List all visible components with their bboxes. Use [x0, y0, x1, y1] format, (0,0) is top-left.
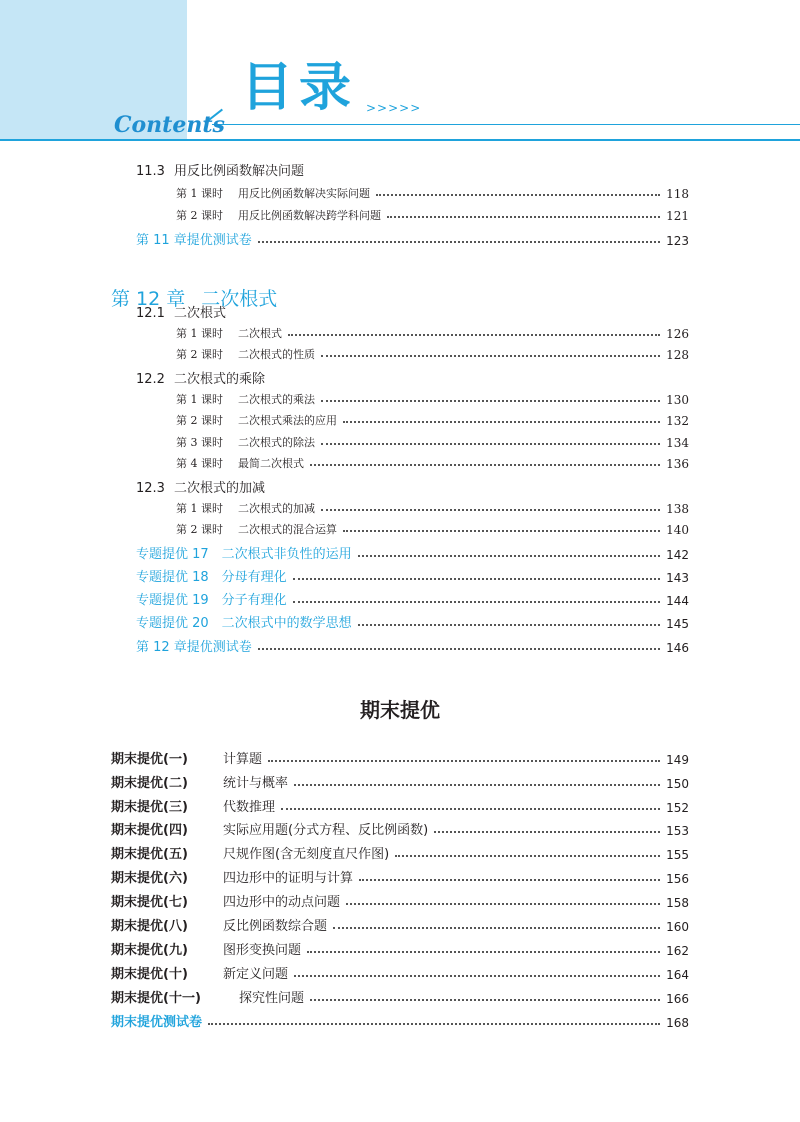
final-title-text: 尺规作图(含无刻度直尺作图): [223, 847, 390, 862]
page-number: 166: [666, 992, 689, 1006]
leader-dots: [208, 1022, 660, 1025]
final-entry: [111, 819, 689, 838]
toc-entry: [176, 325, 689, 341]
final-title-text: 四边形中的证明与计算: [223, 871, 354, 886]
toc-entry: [176, 391, 689, 407]
final-label: 期末提优(七): [111, 895, 188, 910]
final-title-text: 反比例函数综合题: [223, 919, 328, 934]
section-number: 12.1: [136, 306, 165, 321]
leader-dots: [346, 902, 660, 905]
lesson-label: 第 2 课时: [176, 209, 223, 222]
page-number: 138: [666, 502, 689, 516]
final-title-text: 代数推理: [223, 800, 276, 815]
final-label: 期末提优(十一): [111, 991, 201, 1006]
page-number: 162: [666, 944, 689, 958]
leader-dots: [358, 554, 660, 557]
toc-entry: [136, 543, 689, 562]
lesson-label: 第 4 课时: [176, 457, 223, 470]
toc-entry: [136, 368, 265, 387]
toc-entry: [176, 207, 689, 223]
final-label: 期末提优(九): [111, 943, 188, 958]
lesson-title: 二次根式乘法的应用: [238, 414, 337, 427]
blue-entry-title: 专题提优 19 分子有理化: [136, 593, 287, 608]
page-number: 121: [666, 209, 689, 223]
final-entry: [111, 1011, 689, 1030]
page-number: 168: [666, 1016, 689, 1030]
page-number: 136: [666, 457, 689, 471]
toc-entry: [136, 302, 226, 321]
page-number: 126: [666, 327, 689, 341]
final-entry: [111, 867, 689, 886]
final-entry: [111, 963, 689, 982]
page-number: 160: [666, 920, 689, 934]
final-label: 期末提优(八): [111, 919, 188, 934]
toc-entry: [176, 434, 689, 450]
lesson-title: 二次根式的性质: [238, 348, 315, 361]
toc-entry: [136, 589, 689, 608]
toc-entry: [136, 477, 265, 496]
final-label: 期末提优(六): [111, 871, 188, 886]
leader-dots: [293, 600, 660, 603]
lesson-title: 用反比例函数解决跨学科问题: [238, 209, 381, 222]
final-section-title: 期末提优: [360, 698, 440, 722]
final-entry: [111, 796, 689, 815]
leader-dots: [294, 974, 660, 977]
page-number: 144: [666, 594, 689, 608]
lesson-label: 第 1 课时: [176, 327, 223, 340]
leader-dots: [358, 623, 660, 626]
page-number: 146: [666, 641, 689, 655]
leader-dots: [359, 878, 660, 881]
final-entry: [111, 748, 689, 767]
final-label: 期末提优(三): [111, 800, 188, 815]
leader-dots: [321, 354, 660, 357]
toc-entry: [176, 521, 689, 537]
lesson-label: 第 2 课时: [176, 414, 223, 427]
lesson-title: 用反比例函数解决实际问题: [238, 187, 370, 200]
lesson-label: 第 2 课时: [176, 523, 223, 536]
page-number: 134: [666, 436, 689, 450]
leader-dots: [310, 998, 660, 1001]
page-number: 128: [666, 348, 689, 362]
leader-dots: [321, 508, 660, 511]
blue-entry-title: 第 11 章提优测试卷: [136, 233, 252, 248]
toc-entry: [136, 229, 689, 248]
leader-dots: [310, 463, 660, 466]
section-title: 二次根式的乘除: [174, 372, 266, 387]
final-title-text: 实际应用题(分式方程、反比例函数): [223, 823, 429, 838]
leader-dots: [258, 240, 660, 243]
chapter-title: 二次根式: [201, 288, 278, 310]
final-label: 期末提优(五): [111, 847, 188, 862]
page-number: 153: [666, 824, 689, 838]
final-label: 期末提优(四): [111, 823, 188, 838]
leader-dots: [376, 193, 660, 196]
page-number: 156: [666, 872, 689, 886]
leader-dots: [343, 529, 660, 532]
toc-entry: [136, 160, 304, 179]
page-number: 145: [666, 617, 689, 631]
lesson-label: 第 1 课时: [176, 393, 223, 406]
toc-entry: [176, 500, 689, 516]
leader-dots: [333, 926, 660, 929]
lesson-title: 二次根式的混合运算: [238, 523, 337, 536]
lesson-label: 第 2 课时: [176, 348, 223, 361]
lesson-title: 二次根式的加减: [238, 502, 315, 515]
leader-dots: [288, 333, 660, 336]
arrows-decoration: >>>>>: [366, 101, 422, 115]
toc-entry: [136, 566, 689, 585]
page-number: 155: [666, 848, 689, 862]
leader-dots: [395, 854, 660, 857]
leader-dots: [321, 399, 660, 402]
lesson-label: 第 1 课时: [176, 502, 223, 515]
toc-entry: [176, 412, 689, 428]
blue-entry-title: 专题提优 17 二次根式非负性的运用: [136, 547, 352, 562]
section-title: 二次根式的加减: [174, 481, 266, 496]
final-entry: [111, 772, 689, 791]
final-label: 期末提优(二): [111, 776, 188, 791]
lesson-label: 第 1 课时: [176, 187, 223, 200]
final-title-text: 新定义问题: [223, 967, 289, 982]
final-test-title: 期末提优测试卷: [111, 1015, 203, 1030]
page-title: 目录: [241, 58, 358, 118]
final-entry: [111, 891, 689, 910]
final-entry: [111, 843, 689, 862]
page-number: 130: [666, 393, 689, 407]
page-number: 132: [666, 414, 689, 428]
leader-dots: [387, 215, 660, 218]
lesson-title: 二次根式的除法: [238, 436, 315, 449]
page-number: 142: [666, 548, 689, 562]
contents-label: Contents: [114, 112, 225, 138]
page-number: 143: [666, 571, 689, 585]
toc-entry: [176, 185, 689, 201]
page-number: 140: [666, 523, 689, 537]
page-number: 118: [666, 187, 689, 201]
toc-entry: [136, 636, 689, 655]
final-title-text: 统计与概率: [223, 776, 289, 791]
final-entry: [111, 939, 689, 958]
header-rule: [0, 139, 800, 141]
page-number: 158: [666, 896, 689, 910]
section-number: 12.2: [136, 372, 165, 387]
leader-dots: [293, 577, 660, 580]
final-title-text: 四边形中的动点问题: [223, 895, 341, 910]
section-number: 11.3: [136, 164, 165, 179]
leader-dots: [294, 783, 660, 786]
final-entry: [111, 915, 689, 934]
toc-entry: [176, 346, 689, 362]
leader-dots: [258, 647, 660, 650]
final-label: 期末提优(一): [111, 752, 188, 767]
page-number: 150: [666, 777, 689, 791]
lesson-title: 二次根式的乘法: [238, 393, 315, 406]
blue-entry-title: 第 12 章提优测试卷: [136, 640, 252, 655]
chapter-number: 第 12 章: [111, 288, 186, 310]
toc-entry: [176, 455, 689, 471]
final-title-text: 图形变换问题: [223, 943, 302, 958]
leader-dots: [281, 807, 660, 810]
section-title: 二次根式: [174, 306, 227, 321]
toc-entry: [136, 612, 689, 631]
leader-dots: [321, 442, 660, 445]
page-number: 164: [666, 968, 689, 982]
page-number: 123: [666, 234, 689, 248]
leader-dots: [268, 759, 660, 762]
page-number: 152: [666, 801, 689, 815]
final-entry: [111, 987, 689, 1006]
leader-dots: [343, 420, 660, 423]
section-title: 用反比例函数解决问题: [174, 164, 305, 179]
header-rule-top: [212, 124, 800, 125]
lesson-label: 第 3 课时: [176, 436, 223, 449]
blue-entry-title: 专题提优 20 二次根式中的数学思想: [136, 616, 352, 631]
section-number: 12.3: [136, 481, 165, 496]
lesson-title: 二次根式: [238, 327, 282, 340]
page-number: 149: [666, 753, 689, 767]
final-label: 期末提优(十): [111, 967, 188, 982]
final-title-text: 探究性问题: [239, 991, 305, 1006]
final-title-text: 计算题: [223, 752, 263, 767]
blue-entry-title: 专题提优 18 分母有理化: [136, 570, 287, 585]
leader-dots: [307, 950, 660, 953]
lesson-title: 最简二次根式: [238, 457, 304, 470]
leader-dots: [434, 830, 660, 833]
